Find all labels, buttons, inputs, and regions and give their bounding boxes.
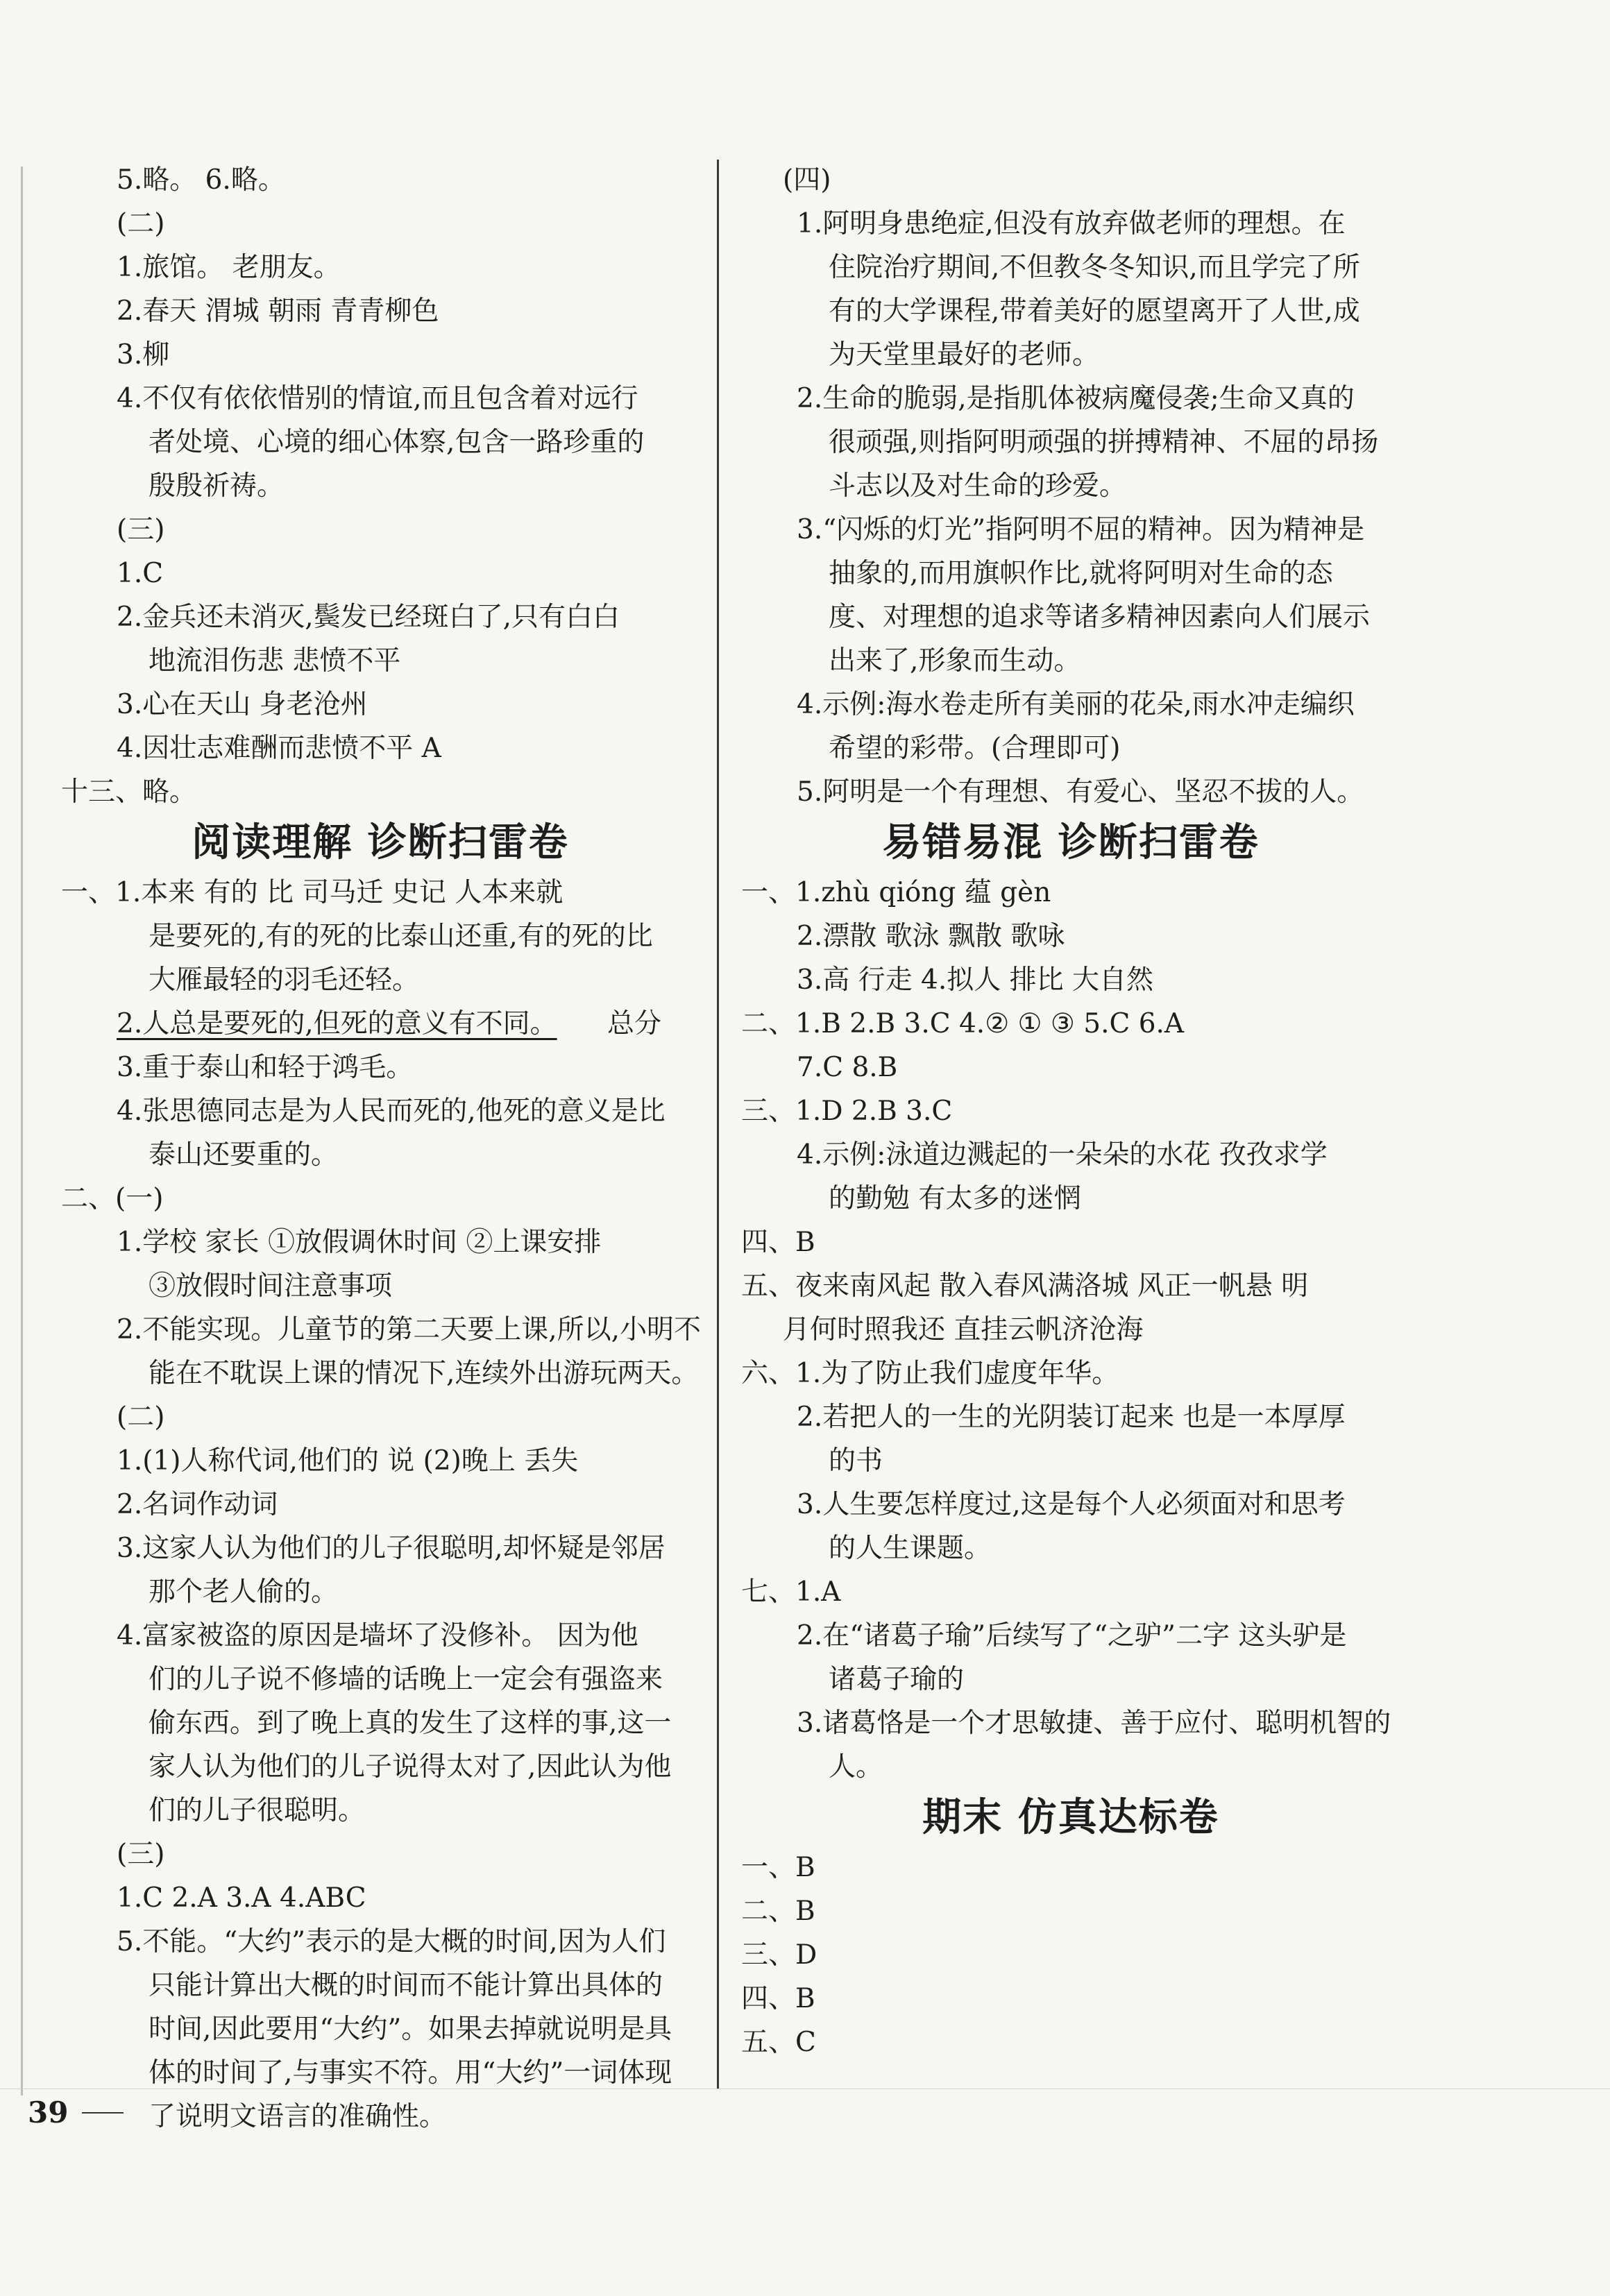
answer-line: 只能计算出大概的时间而不能计算出具体的: [149, 1970, 663, 2001]
answer-line: 1.C: [117, 558, 164, 589]
answer-line: 很顽强,则指阿明顽强的拼搏精神、不屈的昂扬: [829, 427, 1379, 458]
answer-line: 大雁最轻的羽毛还轻。: [149, 964, 420, 996]
subsection-label: (三): [117, 1839, 165, 1870]
answer-line: 一、B: [741, 1852, 815, 1883]
answer-line: 人。: [829, 1751, 883, 1783]
answer-line: 7.C 8.B: [797, 1052, 898, 1083]
answer-line: 3.高 行走 4.拟人 排比 大自然: [797, 964, 1154, 996]
answer-line: 十三、略。: [61, 776, 197, 808]
answer-line: 六、1.为了防止我们虚度年华。: [741, 1358, 1119, 1389]
answer-line: 3.诸葛恪是一个才思敏捷、善于应付、聪明机智的: [797, 1708, 1391, 1739]
right-column: [741, 158, 1400, 2064]
answer-line: 时间,因此要用“大约”。如果去掉就说明是具: [149, 2014, 672, 2045]
answer-line: 3.人生要怎样度过,这是每个人必须面对和思考: [797, 1489, 1346, 1520]
answer-line: 体的时间了,与事实不符。用“大约”一词体现: [149, 2057, 672, 2089]
answer-line: 了说明文语言的准确性。: [149, 2101, 447, 2132]
answer-line: 3.“闪烁的灯光”指阿明不屈的精神。因为精神是: [797, 514, 1365, 545]
answer-line: 5.不能。“大约”表示的是大概的时间,因为人们: [117, 1926, 666, 1957]
answer-line: 3.心在天山 身老沧州: [117, 689, 368, 720]
answer-line: 三、1.D 2.B 3.C: [741, 1096, 953, 1127]
answer-line: 5.阿明是一个有理想、有爱心、坚忍不拔的人。: [797, 776, 1364, 808]
answer-line: 2.金兵还未消灭,鬓发已经斑白了,只有白白: [117, 602, 620, 633]
answer-line: 的勤勉 有太多的迷惘: [829, 1183, 1081, 1214]
column-divider: [717, 160, 719, 2089]
answer-line: 一、1.本来 有的 比 司马迁 史记 人本来就: [61, 877, 564, 908]
left-column: [61, 158, 700, 2138]
answer-line: 地流泪伤悲 悲愤不平: [149, 645, 401, 677]
answer-line: 住院治疗期间,不但教冬冬知识,而且学完了所: [829, 252, 1360, 283]
answer-line: 四、B: [741, 1227, 815, 1258]
answer-line: 4.张思德同志是为人民而死的,他死的意义是比: [117, 1096, 666, 1127]
answer-line: 者处境、心境的细心体察,包含一路珍重的: [149, 427, 645, 458]
answer-line: 五、C: [741, 2027, 816, 2058]
answer-line: 3.这家人认为他们的儿子很聪明,却怀疑是邻居: [117, 1533, 666, 1564]
answer-line: 是要死的,有的死的比泰山还重,有的死的比: [149, 921, 653, 952]
answer-line: 四、B: [741, 1983, 815, 2014]
answer-line: 一、1.zhù qióng 蕴 gèn: [741, 877, 1051, 908]
subsection-label: (四): [783, 164, 831, 196]
answer-line: 4.因壮志难酬而悲愤不平 A: [117, 733, 441, 764]
answer-line: 度、对理想的追求等诸多精神因素向人们展示: [829, 602, 1371, 633]
answer-line: 1.C 2.A 3.A 4.ABC: [117, 1882, 366, 1914]
answer-line: 抽象的,而用旗帜作比,就将阿明对生命的态: [829, 558, 1333, 589]
underlined-answer: 2.人总是要死的,但死的意义有不同。: [117, 1008, 557, 1039]
answer-line: 4.富家被盗的原因是墙坏了没修补。 因为他: [117, 1620, 638, 1651]
answer-line: 4.不仅有依依惜别的情谊,而且包含着对远行: [117, 383, 638, 414]
answer-line: 三、D: [741, 1939, 817, 1971]
section-heading: 易错易混 诊断扫雷卷: [882, 820, 1260, 865]
answer-line: 2.不能实现。儿童节的第二天要上课,所以,小明不: [117, 1314, 702, 1345]
answer-line: 2.漂散 歌泳 飘散 歌咏: [797, 921, 1065, 952]
answer-line: 2.名词作动词: [117, 1489, 278, 1520]
page-number: 39: [28, 2095, 69, 2129]
answer-line: 二、1.B 2.B 3.C 4.② ① ③ 5.C 6.A: [741, 1008, 1185, 1039]
answer-line: 5.略。 6.略。: [117, 164, 285, 196]
answer-line: 能在不耽误上课的情况下,连续外出游玩两天。: [149, 1358, 699, 1389]
answer-line: 殷殷祈祷。: [149, 470, 285, 502]
answer-line: 诸葛子瑜的: [829, 1664, 965, 1695]
answer-line: 有的大学课程,带着美好的愿望离开了人世,成: [829, 296, 1360, 327]
answer-line: [61, 1002, 700, 1046]
answer-line: 2.生命的脆弱,是指肌体被病魔侵袭;生命又真的: [797, 383, 1355, 414]
subsection-label: (二): [117, 1402, 165, 1433]
answer-line: ③放假时间注意事项: [149, 1270, 393, 1302]
answer-line: 七、1.A: [741, 1576, 841, 1608]
answer-line: 3.重于泰山和轻于鸿毛。: [117, 1052, 414, 1083]
answer-line: 们的儿子很聪明。: [149, 1795, 366, 1826]
answer-line: 4.示例:海水卷走所有美丽的花朵,雨水冲走编织: [797, 689, 1355, 720]
answer-line: 1.(1)人称代词,他们的 说 (2)晚上 丢失: [117, 1445, 579, 1477]
answer-line: 2.春天 渭城 朝雨 青青柳色: [117, 296, 439, 327]
answer-line: 泰山还要重的。: [149, 1139, 339, 1171]
answer-line: 五、夜来南风起 散入春风满洛城 风正一帆悬 明: [741, 1270, 1309, 1302]
answer-line: 偷东西。到了晚上真的发生了这样的事,这一: [149, 1708, 672, 1739]
answer-line: 2.若把人的一生的光阴装订起来 也是一本厚厚: [797, 1402, 1346, 1433]
answer-line: 1.旅馆。 老朋友。: [117, 252, 341, 283]
answer-line: 斗志以及对生命的珍爱。: [829, 470, 1127, 502]
answer-line: 那个老人偷的。: [149, 1576, 339, 1608]
subsection-label: (二): [117, 208, 165, 239]
answer-line: 1.学校 家长 ①放假调休时间 ②上课安排: [117, 1227, 602, 1258]
answer-line: 2.在“诸葛子瑜”后续写了“之驴”二字 这头驴是: [797, 1620, 1347, 1651]
page-number-dash: [82, 2112, 124, 2114]
answer-line: 1.阿明身患绝症,但没有放弃做老师的理想。在: [797, 208, 1346, 239]
answer-line: 的人生课题。: [829, 1533, 992, 1564]
answer-line: 家人认为他们的儿子说得太对了,因此认为他: [149, 1751, 672, 1783]
answer-line: 为天堂里最好的老师。: [829, 339, 1100, 371]
answer-line: 希望的彩带。(合理即可): [829, 733, 1121, 764]
subsection-label: 二、(一): [61, 1183, 164, 1214]
binding-edge-line: [21, 167, 23, 2095]
answer-line: 出来了,形象而生动。: [829, 645, 1081, 677]
answer-line: 的书: [829, 1445, 883, 1477]
answer-line: 二、B: [741, 1896, 815, 1927]
answer-line: 4.示例:泳道边溅起的一朵朵的水花 孜孜求学: [797, 1139, 1328, 1171]
section-heading: 期末 仿真达标卷: [922, 1795, 1219, 1840]
answer-line: 们的儿子说不修墙的话晚上一定会有强盗来: [149, 1664, 663, 1695]
answer-term: 总分: [607, 1008, 662, 1039]
section-heading: 阅读理解 诊断扫雷卷: [192, 820, 569, 865]
answer-line: 3.柳: [117, 339, 170, 371]
subsection-label: (三): [117, 514, 165, 545]
answer-line: 月何时照我还 直挂云帆济沧海: [783, 1314, 1144, 1345]
